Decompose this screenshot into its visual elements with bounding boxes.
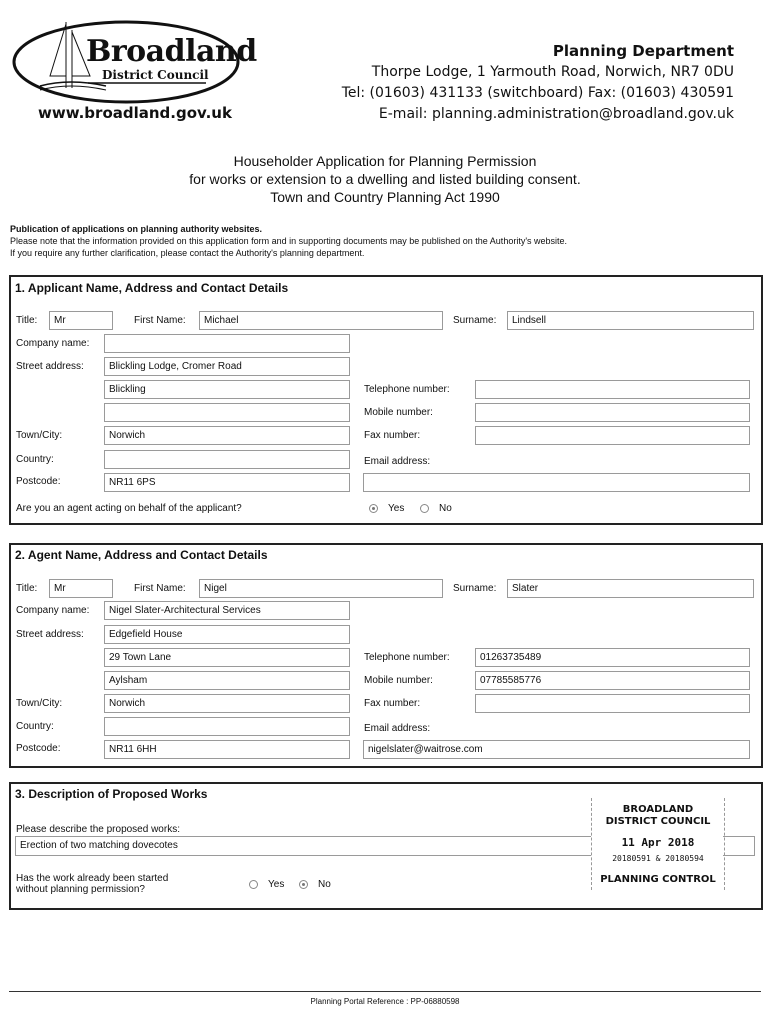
agent-yes-label: Yes xyxy=(388,503,405,514)
agent-fax-label: Fax number: xyxy=(364,698,421,709)
applicant-fax-field[interactable] xyxy=(475,426,750,445)
section-applicant-heading: 1. Applicant Name, Address and Contact Details xyxy=(15,281,289,295)
agent-email-label: Email address: xyxy=(364,723,431,734)
agent-question-label: Are you an agent acting on behalf of the applicant? xyxy=(16,503,242,514)
describe-works-field[interactable]: Erection of two matching dovecotes xyxy=(15,836,755,856)
applicant-street1-field[interactable]: Blickling Lodge, Cromer Road xyxy=(104,357,350,376)
stamp-divider xyxy=(723,836,755,856)
agent-fax-field[interactable] xyxy=(475,694,750,713)
stamp-footer: PLANNING CONTROL xyxy=(600,874,716,885)
applicant-email-field[interactable] xyxy=(363,473,750,492)
logo-name: Broadland xyxy=(86,34,257,69)
applicant-telephone-label: Telephone number: xyxy=(364,384,450,395)
applicant-postcode-field[interactable]: NR11 6PS xyxy=(104,473,350,492)
work-started-question xyxy=(16,873,168,895)
applicant-email-label: Email address: xyxy=(364,456,431,467)
portal-reference: Planning Portal Reference : PP-06880598 xyxy=(310,997,460,1006)
agent-country-field[interactable] xyxy=(104,717,350,736)
stamp-org-line1: BROADLAND xyxy=(622,804,694,815)
logo-subtitle: District Council xyxy=(102,68,209,82)
applicant-mobile-label: Mobile number: xyxy=(364,407,433,418)
agent-town-label: Town/City: xyxy=(16,698,63,709)
applicant-surname-field[interactable]: Lindsell xyxy=(507,311,754,330)
publication-line1: Please note that the information provided on this application form and in supporting documents may be published on the Authority's website. xyxy=(10,236,568,246)
department-email[interactable]: E-mail: planning.administration@broadland.gov.uk xyxy=(378,106,734,122)
section-proposed-works-heading: 3. Description of Proposed Works xyxy=(15,787,208,801)
work-started-yes-label: Yes xyxy=(268,879,285,890)
agent-title-field[interactable]: Mr xyxy=(49,579,113,598)
agent-street3-field[interactable]: Aylsham xyxy=(104,671,350,690)
stamp-date: 11 Apr 2018 xyxy=(621,836,695,849)
agent-postcode-label: Postcode: xyxy=(16,743,61,754)
agent-title-label: Title: xyxy=(16,583,38,594)
agent-street-label: Street address: xyxy=(16,629,84,640)
agent-first-name-field[interactable]: Nigel xyxy=(199,579,443,598)
agent-country-label: Country: xyxy=(16,721,54,732)
agent-town-field[interactable]: Norwich xyxy=(104,694,350,713)
publication-line2: If you require any further clarification, please contact the Authority's planning department. xyxy=(10,248,365,258)
agent-email-field[interactable]: nigelslater@waitrose.com xyxy=(363,740,750,759)
applicant-telephone-field[interactable] xyxy=(475,380,750,399)
agent-no-label: No xyxy=(439,503,452,514)
applicant-company-label: Company name: xyxy=(16,338,90,349)
section-agent-heading: 2. Agent Name, Address and Contact Details xyxy=(15,548,268,562)
applicant-surname-label: Surname: xyxy=(453,315,497,326)
describe-works-label: Please describe the proposed works: xyxy=(16,824,180,835)
applicant-first-name-label: First Name: xyxy=(134,315,186,326)
council-logo xyxy=(10,16,257,104)
work-started-yes-radio[interactable] xyxy=(249,880,258,889)
applicant-title-label: Title: xyxy=(16,315,38,326)
department-phone-fax: Tel: (01603) 431133 (switchboard) Fax: (01603) 430591 xyxy=(341,85,734,101)
applicant-first-name-field[interactable]: Michael xyxy=(199,311,443,330)
applicant-title-field[interactable]: Mr xyxy=(49,311,113,330)
publication-heading: Publication of applications on planning authority websites. xyxy=(10,224,263,234)
applicant-mobile-field[interactable] xyxy=(475,403,750,422)
stamp-org-line2: DISTRICT COUNCIL xyxy=(605,816,711,827)
form-title xyxy=(0,152,770,206)
form-title-line2: for works or extension to a dwelling and listed building consent. xyxy=(189,171,581,187)
department-name: Planning Department xyxy=(552,42,734,60)
work-started-no-label: No xyxy=(318,879,331,890)
agent-company-field[interactable]: Nigel Slater-Architectural Services xyxy=(104,601,350,620)
applicant-country-label: Country: xyxy=(16,454,54,465)
agent-company-label: Company name: xyxy=(16,605,90,616)
agent-mobile-label: Mobile number: xyxy=(364,675,433,686)
work-started-q1: Has the work already been started xyxy=(16,873,169,884)
applicant-postcode-label: Postcode: xyxy=(16,476,61,487)
footer-rule xyxy=(9,991,761,992)
applicant-town-label: Town/City: xyxy=(16,430,63,441)
department-address: Thorpe Lodge, 1 Yarmouth Road, Norwich, NR7 0DU xyxy=(371,64,734,80)
applicant-town-field[interactable]: Norwich xyxy=(104,426,350,445)
agent-first-name-label: First Name: xyxy=(134,583,186,594)
work-started-q2: without planning permission? xyxy=(16,884,145,895)
applicant-country-field[interactable] xyxy=(104,450,350,469)
applicant-street2-field[interactable]: Blickling xyxy=(104,380,350,399)
agent-telephone-label: Telephone number: xyxy=(364,652,450,663)
work-started-no-radio[interactable] xyxy=(299,880,308,889)
publication-notice xyxy=(10,223,567,259)
agent-street2-field[interactable]: 29 Town Lane xyxy=(104,648,350,667)
applicant-company-field[interactable] xyxy=(104,334,350,353)
agent-street1-field[interactable]: Edgefield House xyxy=(104,625,350,644)
agent-no-radio[interactable] xyxy=(420,504,429,513)
stamp-references: 20180591 & 20180594 xyxy=(612,854,704,863)
council-website[interactable]: www.broadland.gov.uk xyxy=(38,104,232,122)
agent-postcode-field[interactable]: NR11 6HH xyxy=(104,740,350,759)
agent-yes-radio[interactable] xyxy=(369,504,378,513)
applicant-fax-label: Fax number: xyxy=(364,430,421,441)
agent-telephone-field[interactable]: 01263735489 xyxy=(475,648,750,667)
agent-mobile-field[interactable]: 07785585776 xyxy=(475,671,750,690)
agent-surname-field[interactable]: Slater xyxy=(507,579,754,598)
form-title-line1: Householder Application for Planning Permission xyxy=(233,153,537,169)
form-title-line3: Town and Country Planning Act 1990 xyxy=(270,189,500,205)
agent-surname-label: Surname: xyxy=(453,583,497,594)
applicant-street3-field[interactable] xyxy=(104,403,350,422)
received-stamp xyxy=(591,798,725,890)
applicant-street-label: Street address: xyxy=(16,361,84,372)
